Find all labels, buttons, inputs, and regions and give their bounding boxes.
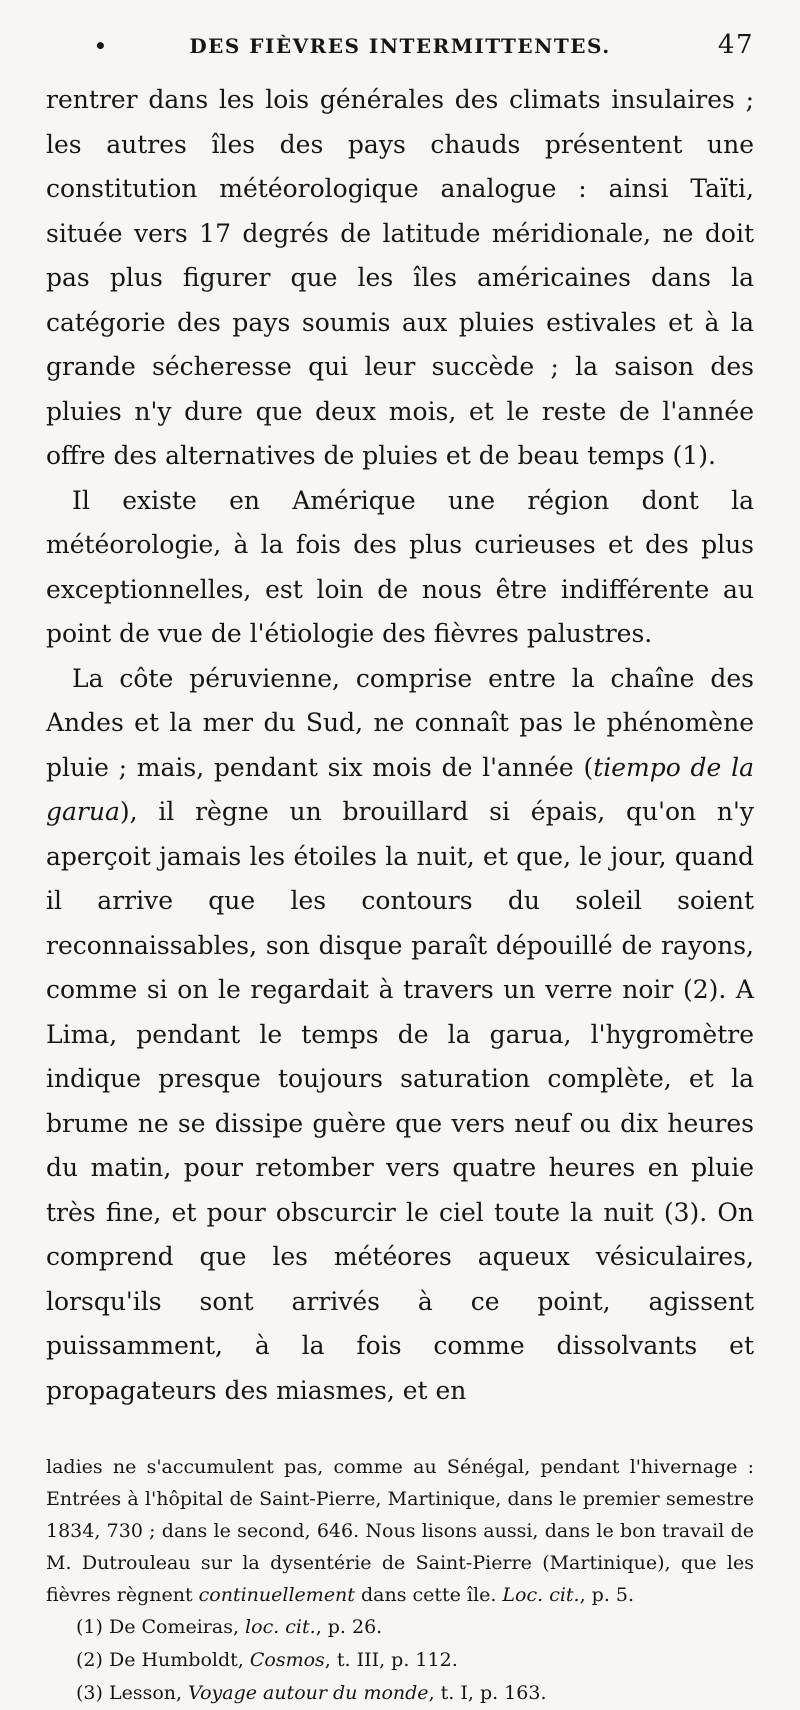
paragraph-1	[46, 78, 754, 479]
page-number: 47	[717, 30, 754, 60]
continued-note-italic-b: Loc. cit.	[502, 1584, 580, 1606]
continued-note-text-c: , p. 5.	[579, 1584, 635, 1606]
running-title: DES FIÈVRES INTERMITTENTES.	[189, 34, 611, 58]
footnote-2-text-b: , t. III, p. 112.	[324, 1649, 458, 1671]
continued-note-text-b: dans cette île.	[354, 1584, 503, 1606]
footnote-1-text-a: De Comeiras,	[102, 1616, 246, 1638]
paragraph-1-text: rentrer dans les lois générales des climats insulaires ; les autres îles des pays chauds présentent une constitution météorologique analogue : ainsi Taïti, située vers 17 degrés de latitude méridionale, ne doit pas plus figurer que les îles américaines dans la catégorie des pays soumis aux pluies estivales et à la grande sécheresse qui leur succède ; la saison des pluies n'y dure que deux mois, et le reste de l'année offre des alternatives de pluies et de beau temps (1).	[46, 85, 754, 470]
footnote-3-text-b: , t. I, p. 163.	[428, 1682, 547, 1704]
footnote-1-number: (1)	[76, 1616, 103, 1638]
continued-note-italic-a: continuellement	[198, 1584, 355, 1606]
continued-note-text	[46, 1451, 754, 1611]
footnote-2-text-a: De Humboldt,	[102, 1649, 250, 1671]
footnote-2-italic: Cosmos	[249, 1649, 325, 1671]
footnote-1-italic: loc. cit.	[245, 1616, 316, 1638]
footnote-3-text-a: Lesson,	[102, 1682, 189, 1704]
footnote-3	[46, 1677, 754, 1710]
footnote-2-number: (2)	[76, 1649, 103, 1671]
paragraph-3-text-b: ), il règne un brouillard si épais, qu'on n'y aperçoit jamais les étoiles la nuit, et que, le jour, quand il arrive que les contours du soleil soient reconnaissables, son disque paraît dépouillé de rayons, comme si on le regardait à travers un verre noir (2). A Lima, pendant le temps de la garua, l'hygromètre indique presque toujours saturation complète, et la brume ne se dissipe guère que vers neuf ou dix heures du matin, pour retomber vers quatre heures en pluie très fine, et pour obscurcir le ciel toute la nuit (3). On comprend que les météores aqueux vésiculaires, lorsqu'ils sont arrivés à ce point, agissent puissamment, à la fois comme dissolvants et propagateurs des miasmes, et en	[46, 797, 754, 1405]
paragraph-3-italic: tiempo de la garua	[46, 752, 754, 826]
continued-note	[46, 1451, 754, 1611]
footnote-3-italic: Voyage autour du monde	[188, 1682, 429, 1704]
footnote-1-text-b: , p. 26.	[315, 1616, 383, 1638]
header-bullet: •	[94, 34, 109, 58]
main-text	[46, 78, 754, 1413]
running-head	[46, 30, 754, 78]
paragraph-3	[46, 657, 754, 1414]
paragraph-2-text: Il existe en Amérique une région dont la météorologie, à la fois des plus curieuses et des plus exceptionnelles, est loin de nous être indifférente au point de vue de l'étiologie des fièvres palustres.	[46, 485, 754, 648]
footnote-1	[46, 1611, 754, 1644]
footnote-3-number: (3)	[76, 1682, 103, 1704]
paragraph-2	[46, 479, 754, 657]
paragraph-3-text-a: La côte péruvienne, comprise entre la chaîne des Andes et la mer du Sud, ne connaît pas le phénomène pluie ; mais, pendant six mois de l'année (	[46, 663, 754, 782]
footnote-2	[46, 1644, 754, 1677]
footnotes	[46, 1611, 754, 1710]
continued-note-text-a: ladies ne s'accumulent pas, comme au Sénégal, pendant l'hivernage : Entrées à l'hôpital de Saint-Pierre, Martinique, dans le premier semestre 1834, 730 ; dans le second, 646. Nous lisons aussi, dans le bon travail de M. Dutrouleau sur la dysentérie de Saint-Pierre (Martinique), que les fièvres règnent	[46, 1456, 754, 1606]
